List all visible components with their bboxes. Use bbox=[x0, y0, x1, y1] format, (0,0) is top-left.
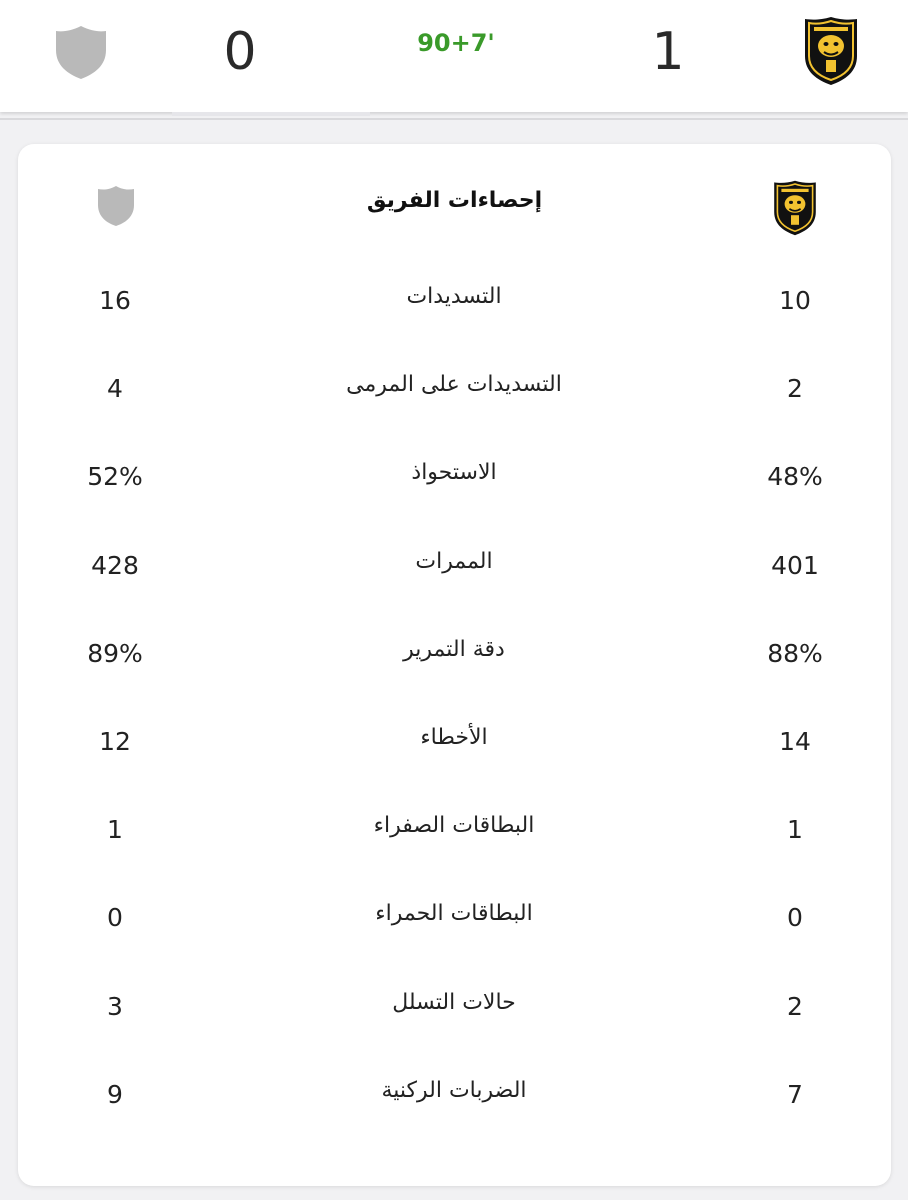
stat-row-pass-accuracy bbox=[18, 611, 891, 699]
stat-label: الضربات الركنية bbox=[381, 1077, 527, 1103]
match-minute: 90+7' bbox=[417, 29, 495, 57]
team-stats-header bbox=[18, 144, 891, 264]
home-stat-value: 2 bbox=[787, 374, 803, 404]
divider bbox=[0, 118, 908, 120]
home-stat-value: 88% bbox=[767, 638, 823, 668]
home-stat-value: 48% bbox=[767, 462, 823, 492]
away-stat-value: 3 bbox=[107, 991, 123, 1021]
away-stat-value: 428 bbox=[91, 550, 139, 580]
tab-indicator bbox=[172, 112, 370, 116]
stat-row-shots bbox=[18, 258, 891, 346]
home-stat-value: 401 bbox=[771, 550, 819, 580]
away-stat-value: 4 bbox=[107, 374, 123, 404]
away-stat-value: 16 bbox=[99, 286, 131, 315]
match-scoreboard bbox=[0, 0, 908, 112]
stat-row-offsides bbox=[18, 964, 891, 1052]
stat-label: البطاقات الحمراء bbox=[375, 901, 533, 927]
stat-label: الممرات bbox=[415, 548, 493, 574]
stat-row-yellow-cards bbox=[18, 787, 891, 875]
home-stat-value: 2 bbox=[787, 991, 803, 1021]
stat-label: دقة التمرير bbox=[403, 636, 505, 662]
home-stat-value: 0 bbox=[787, 903, 803, 933]
away-team-placeholder-shield-icon[interactable] bbox=[96, 184, 136, 228]
stat-row-shots-on-target bbox=[18, 346, 891, 434]
away-stat-value: 52% bbox=[87, 462, 143, 492]
home-stat-value: 1 bbox=[787, 815, 803, 845]
away-score: 0 bbox=[223, 22, 257, 82]
stat-row-corners bbox=[18, 1052, 891, 1140]
stat-label: التسديدات على المرمى bbox=[346, 372, 562, 398]
stat-label: الاستحواذ bbox=[411, 460, 497, 486]
team-stats-card bbox=[18, 144, 891, 1186]
home-score: 1 bbox=[651, 22, 685, 82]
home-stat-value: 7 bbox=[787, 1079, 803, 1109]
stat-row-passes bbox=[18, 523, 891, 611]
home-stat-value: 14 bbox=[779, 726, 811, 756]
stat-row-fouls bbox=[18, 699, 891, 787]
ittihad-crest-icon[interactable] bbox=[773, 180, 817, 236]
stat-label: البطاقات الصفراء bbox=[373, 813, 535, 839]
away-stat-value: 1 bbox=[107, 815, 123, 845]
away-stat-value: 89% bbox=[87, 638, 143, 668]
stats-list bbox=[18, 258, 891, 1140]
stat-label: التسديدات bbox=[406, 284, 502, 309]
stat-row-red-cards bbox=[18, 875, 891, 963]
team-stats-title: إحصاءات الفريق bbox=[366, 188, 543, 213]
away-stat-value: 12 bbox=[99, 726, 131, 756]
away-team-placeholder-shield-icon[interactable] bbox=[54, 24, 108, 80]
stat-label: الأخطاء bbox=[420, 724, 488, 750]
away-stat-value: 0 bbox=[107, 903, 123, 933]
away-stat-value: 9 bbox=[107, 1079, 123, 1109]
stat-row-possession bbox=[18, 434, 891, 522]
ittihad-crest-icon[interactable] bbox=[804, 16, 858, 86]
home-stat-value: 10 bbox=[779, 286, 811, 315]
stat-label: حالات التسلل bbox=[392, 989, 516, 1015]
